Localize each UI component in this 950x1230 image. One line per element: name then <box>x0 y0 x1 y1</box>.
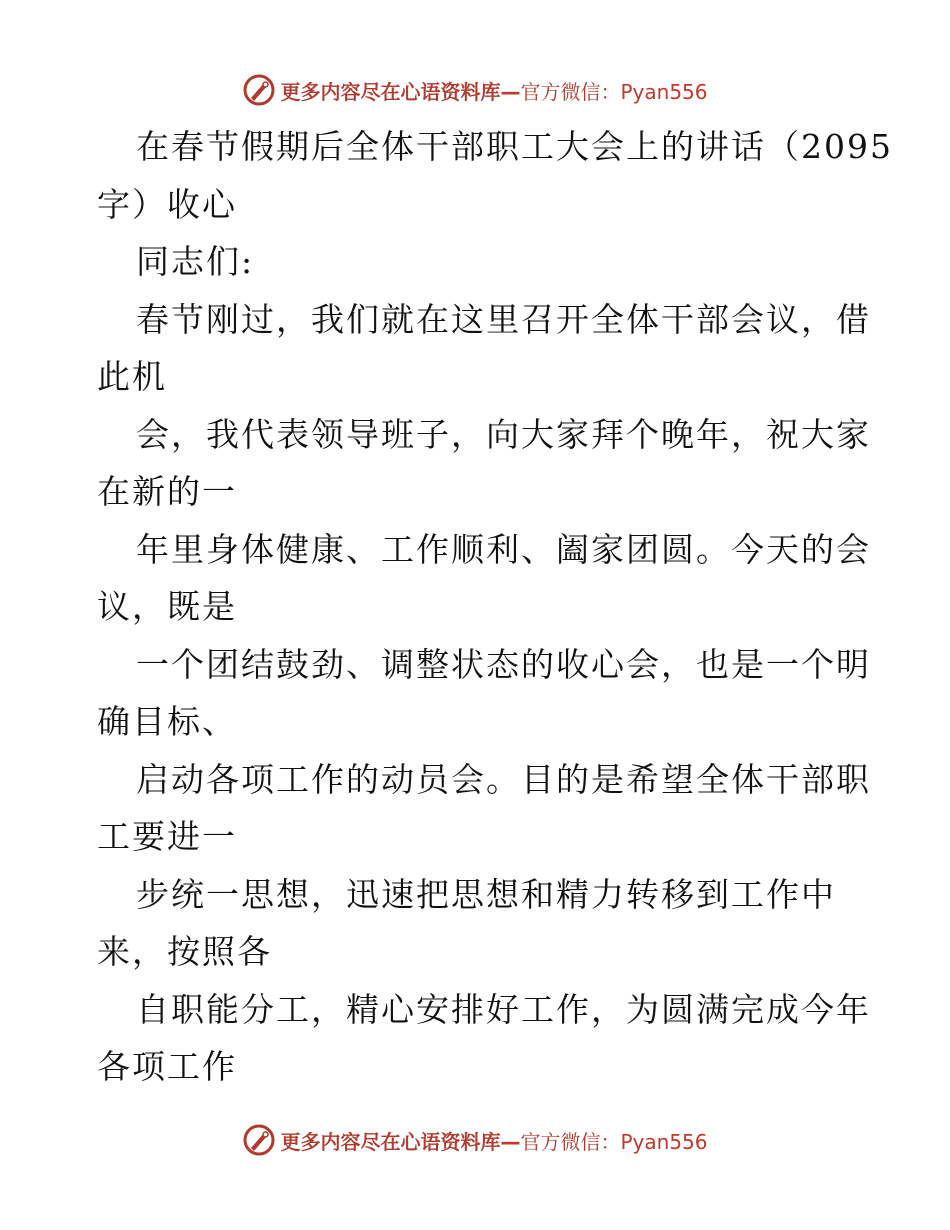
text-line: 工要进一 <box>97 817 237 856</box>
footer-watermark <box>0 1120 950 1160</box>
watermark-text: 更多内容尽在心语资料库—官方微信：Pyan556 <box>280 79 708 104</box>
text-line: 会，我代表领导班子，向大家拜个晚年，祝大家 <box>136 414 871 454</box>
text-line: 一个团结鼓劲、调整状态的收心会，也是一个明 <box>136 644 871 684</box>
header-watermark <box>0 70 950 110</box>
text-line: 春节刚过，我们就在这里召开全体干部会议，借 <box>136 299 871 339</box>
pen-logo-icon <box>242 1123 276 1157</box>
text-line: 启动各项工作的动员会。目的是希望全体干部职 <box>136 759 871 799</box>
text-line: 同志们: <box>136 242 255 281</box>
text-line: 确目标、 <box>97 702 237 741</box>
text-line: 各项工作 <box>97 1047 237 1086</box>
text-line: 在春节假期后全体干部职工大会上的讲话（2095 <box>136 127 893 166</box>
text-line: 在新的一 <box>97 472 237 511</box>
text-line: 议，既是 <box>97 587 237 626</box>
text-line: 字）收心 <box>97 184 237 224</box>
text-line: 来，按照各 <box>97 932 272 971</box>
text-line: 步统一思想，迅速把思想和精力转移到工作中 <box>136 874 836 914</box>
text-line: 此机 <box>97 357 167 396</box>
document-body <box>97 118 893 1096</box>
text-line: 自职能分工，精心安排好工作，为圆满完成今年 <box>136 989 871 1029</box>
watermark-text: 更多内容尽在心语资料库—官方微信：Pyan556 <box>280 1129 708 1154</box>
pen-logo-icon <box>242 73 276 107</box>
text-line: 年里身体健康、工作顺利、阖家团圆。今天的会 <box>136 529 871 569</box>
